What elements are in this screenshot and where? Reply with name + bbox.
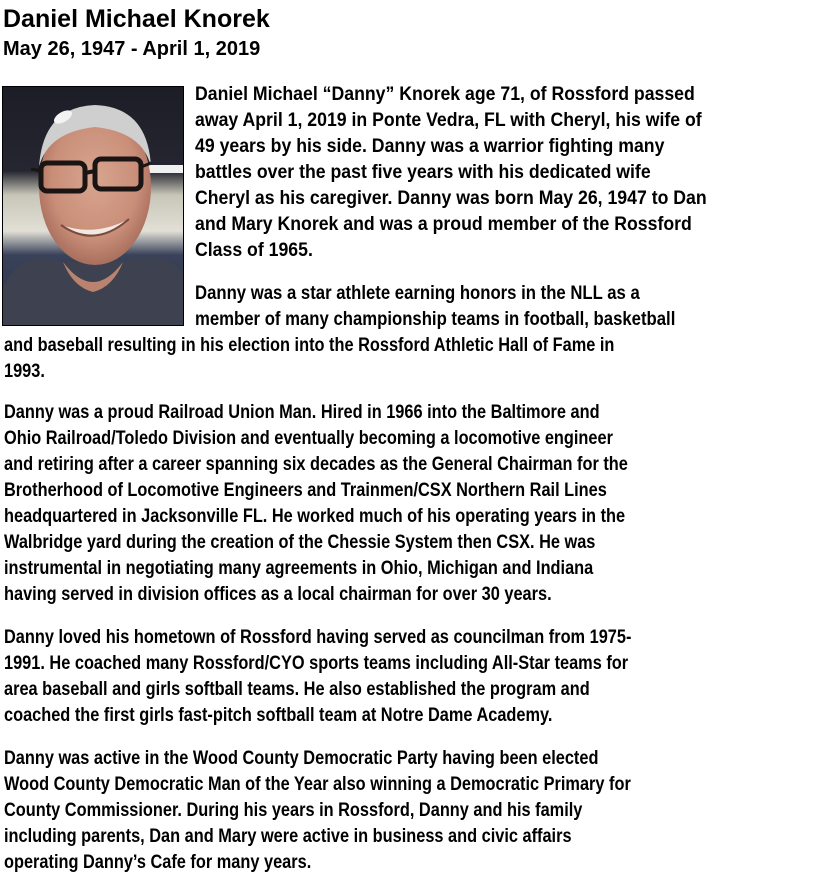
paragraph-1-line: away April 1, 2019 in Ponte Vedra, FL with Cheryl, his wife of — [195, 110, 702, 131]
paragraph-5-line: Wood County Democratic Man of the Year also winning a Democratic Primary for — [4, 774, 631, 795]
paragraph-3-line: Brotherhood of Locomotive Engineers and Trainmen/CSX Northern Rail Lines — [4, 480, 607, 501]
paragraph-1-line: Class of 1965. — [195, 240, 313, 261]
paragraph-1-line: battles over the past five years with his dedicated wife — [195, 162, 651, 183]
paragraph-3-line: having served in division offices as a local chairman for over 30 years. — [4, 584, 552, 605]
paragraph-5-line: County Commissioner. During his years in Rossford, Danny and his family — [4, 800, 583, 821]
obituary-dates: May 26, 1947 - April 1, 2019 — [3, 38, 261, 60]
paragraph-4-line: 1991. He coached many Rossford/CYO sports teams including All-Star teams for — [4, 653, 629, 674]
obituary-name: Daniel Michael Knorek — [3, 5, 270, 33]
paragraph-5-line: Danny was active in the Wood County Democratic Party having been elected — [4, 748, 599, 769]
portrait-photo — [2, 86, 184, 326]
paragraph-2-line: member of many championship teams in football, basketball — [195, 309, 676, 330]
paragraph-5-line: operating Danny’s Cafe for many years. — [4, 852, 312, 873]
paragraph-4-line: Danny loved his hometown of Rossford having served as councilman from 1975- — [4, 627, 632, 648]
paragraph-1-line: 49 years by his side. Danny was a warrior fighting many — [195, 136, 665, 157]
paragraph-1-line: Daniel Michael “Danny” Knorek age 71, of Rossford passed — [195, 84, 695, 105]
paragraph-3-line: Ohio Railroad/Toledo Division and eventually becoming a locomotive engineer — [4, 428, 613, 449]
paragraph-3-line: Danny was a proud Railroad Union Man. Hired in 1966 into the Baltimore and — [4, 402, 600, 423]
portrait-image — [3, 87, 184, 326]
paragraph-4-line: coached the first girls fast-pitch softball team at Notre Dame Academy. — [4, 705, 553, 726]
paragraph-1-line: Cheryl as his caregiver. Danny was born May 26, 1947 to Dan — [195, 188, 707, 209]
paragraph-5-line: including parents, Dan and Mary were active in business and civic affairs — [4, 826, 572, 847]
paragraph-3-line: Walbridge yard during the creation of the Chessie System then CSX. He was — [4, 532, 596, 553]
paragraph-2-line: Danny was a star athlete earning honors in the NLL as a — [195, 283, 640, 304]
paragraph-2-line: and baseball resulting in his election into the Rossford Athletic Hall of Fame in — [4, 335, 615, 356]
paragraph-3-line: and retiring after a career spanning six decades as the General Chairman for the — [4, 454, 628, 475]
paragraph-3-line: headquartered in Jacksonville FL. He worked much of his operating years in the — [4, 506, 626, 527]
paragraph-2-line: 1993. — [4, 361, 45, 382]
paragraph-3-line: instrumental in negotiating many agreements in Ohio, Michigan and Indiana — [4, 558, 594, 579]
paragraph-4-line: area baseball and girls softball teams. He also established the program and — [4, 679, 590, 700]
paragraph-1-line: and Mary Knorek and was a proud member of the Rossford — [195, 214, 692, 235]
